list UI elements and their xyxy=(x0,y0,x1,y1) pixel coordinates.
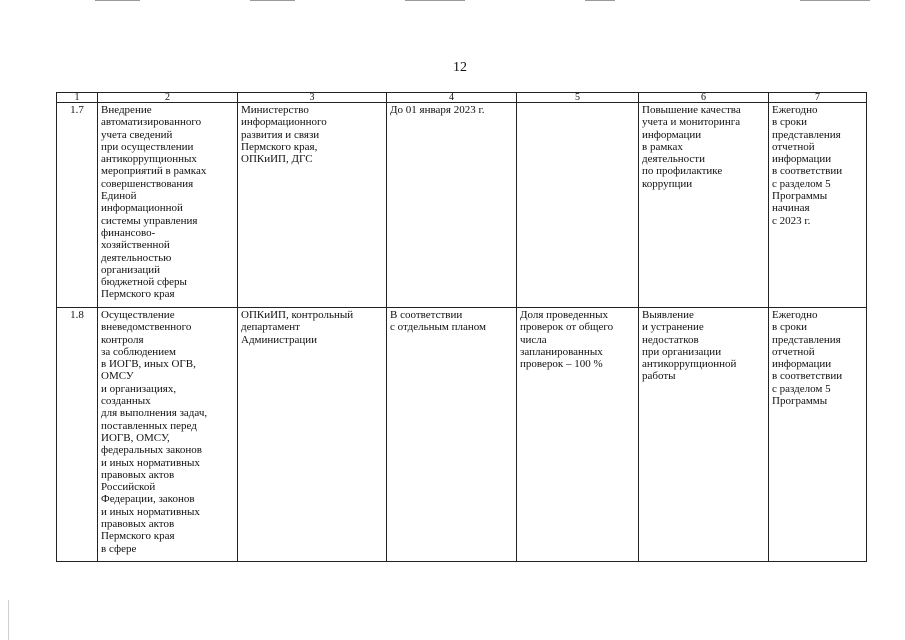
column-number: 5 xyxy=(517,93,639,103)
expected-result: Повышение качества учета и мониторинга информации в рамках деятельности по профилактике коррупции xyxy=(639,103,769,308)
column-number: 1 xyxy=(57,93,98,103)
table-row xyxy=(57,308,867,562)
measures-table xyxy=(56,92,867,562)
column-number: 7 xyxy=(769,93,867,103)
scan-artifact-line xyxy=(585,0,615,1)
measure-description: Осуществление вневедомственного контроля за соблюдением в ИОГВ, иных ОГВ, ОМСУ и организациях, созданных для выполнения задач, поставленных перед ИОГВ, ОМСУ, федеральных законов и иных нормативных правовых актов Российской Федерации, законов и иных нормативных правовых актов Пермского края в сфере xyxy=(98,308,238,562)
scan-artifact-line xyxy=(405,0,465,1)
scan-artifact-line xyxy=(250,0,295,1)
target-indicator: Доля проведенных проверок от общего числа запланированных проверок – 100 % xyxy=(517,308,639,562)
deadline: До 01 января 2023 г. xyxy=(387,103,517,308)
measure-description: Внедрение автоматизированного учета сведений при осуществлении антикоррупционных мероприятий в рамках совершенствования Единой информационной системы управления финансово- хозяйственной деятельностью организаций бюджетной сферы Пермского края xyxy=(98,103,238,308)
scan-artifact-line xyxy=(800,0,870,1)
deadline: В соответствии с отдельным планом xyxy=(387,308,517,562)
reporting-term: Ежегодно в сроки представления отчетной информации в соответствии с разделом 5 Программы xyxy=(769,308,867,562)
responsible-executor: Министерство информационного развития и связи Пермского края, ОПКиИП, ДГС xyxy=(238,103,387,308)
column-number: 2 xyxy=(98,93,238,103)
column-number-row xyxy=(57,93,867,103)
target-indicator xyxy=(517,103,639,308)
column-number: 6 xyxy=(639,93,769,103)
page-number: 12 xyxy=(453,60,467,75)
responsible-executor: ОПКиИП, контрольный департамент Администрации xyxy=(238,308,387,562)
table-row xyxy=(57,103,867,308)
column-number: 4 xyxy=(387,93,517,103)
column-number: 3 xyxy=(238,93,387,103)
expected-result: Выявление и устранение недостатков при организации антикоррупционной работы xyxy=(639,308,769,562)
scan-artifact-line xyxy=(95,0,140,1)
reporting-term: Ежегодно в сроки представления отчетной информации в соответствии с разделом 5 Программы начиная с 2023 г. xyxy=(769,103,867,308)
row-number: 1.8 xyxy=(57,308,98,562)
scan-artifact-line xyxy=(8,600,9,640)
row-number: 1.7 xyxy=(57,103,98,308)
